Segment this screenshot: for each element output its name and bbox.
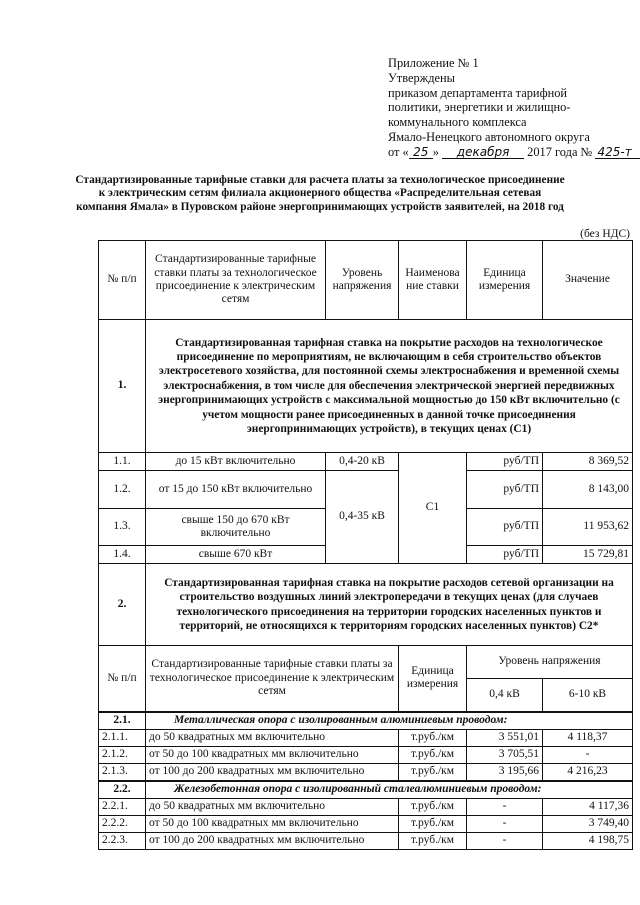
group-row: 2.1. Металлическая опора с изолированным алюминиевым проводом: xyxy=(99,712,633,730)
header-610kv: 6-10 кВ xyxy=(543,679,633,712)
approved-label: Утверждены xyxy=(388,70,455,85)
section-row xyxy=(99,320,633,453)
table-header-row xyxy=(99,241,633,320)
table-row: 2.1.3. от 100 до 200 квадратных мм включительно т.руб./км 3 195,66 4 216,23 xyxy=(99,764,633,781)
header-num: № п/п xyxy=(99,241,146,320)
section-row xyxy=(99,564,633,646)
table-row: 2.1.2. от 50 до 100 квадратных мм включительно т.руб./км 3 705,51 - xyxy=(99,747,633,764)
approval-block xyxy=(388,56,632,160)
section-text: Стандартизированная тарифная ставка на покрытие расходов на технологическое присоединение по мероприятиям, не включающим в себя строительство объектов электросетевого хозяйства, для постоянной схемы электроснабжения и временной схемы электроснабжения, в том числе для обеспечения электрической энергией передвижных энергопринимающих устройств с максимальной мощностью до 150 кВт включительно (с учетом мощности ранее присоединенных в данной точке присоединения энергопринимающих устройств), в текущих ценах (С1) xyxy=(146,320,633,453)
section-number: 2. xyxy=(99,564,146,646)
table-row: 2.2.3. от 100 до 200 квадратных мм включительно т.руб./км - 4 198,75 xyxy=(99,833,633,850)
table-row: 2.2.2. от 50 до 100 квадратных мм включительно т.руб./км - 3 749,40 xyxy=(99,816,633,833)
appendix-label: Приложение № 1 xyxy=(388,56,479,70)
voltage-cell: 0,4-35 кВ xyxy=(326,471,399,564)
table-row: 1.4. свыше 670 кВт руб/ТП 15 729,81 xyxy=(99,546,633,564)
header-unit: Единица измерения xyxy=(399,646,467,712)
handwritten-day: 25 xyxy=(409,146,433,159)
handwritten-order-number: 425-т xyxy=(595,146,640,159)
header-rates: Стандартизированные тарифные ставки платы за технологическое присоединение к электрическим сетям xyxy=(146,646,399,712)
table-row: 2.1.1. до 50 квадратных мм включительно т.руб./км 3 551,01 4 118,37 xyxy=(99,730,633,747)
table-header-row xyxy=(99,646,633,679)
header-04kv: 0,4 кВ xyxy=(467,679,543,712)
header-rate-name: Наименова ние ставки xyxy=(399,241,467,320)
order-line-4: Ямало-Ненецкого автономного округа xyxy=(388,129,590,144)
order-line-3: коммунального комплекса xyxy=(388,115,527,130)
section-number: 1. xyxy=(99,320,146,453)
header-rates: Стандартизированные тарифные ставки платы за технологическое присоединение к электрическим сетям xyxy=(146,241,326,320)
vat-note: (без НДС) xyxy=(580,228,630,240)
header-num: № п/п xyxy=(99,646,146,712)
document-title: Стандартизированные тарифные ставки для расчета платы за технологическое присоединение к электрическим сетям филиала акционерного общества «Распределительная сетевая компания Ямала» в Пуровском районе энергопринимающих устройств заявителей, на 2018 год xyxy=(75,174,565,213)
order-date-line: от « 25 » декабря 2017 года № 425-т xyxy=(388,145,628,160)
section-text: Стандартизированная тарифная ставка на покрытие расходов сетевой организации на строительство воздушных линий электропередачи в текущих ценах (для случаев технологического присоединения на территории городских населенных пунктов и территорий, не относящихся к территориям городских населенных пунктов) С2* xyxy=(146,564,633,646)
handwritten-month: декабря xyxy=(442,146,524,159)
group-row: 2.2. Железобетонная опора с изолированный сталеалюминиевым проводом: xyxy=(99,781,633,799)
order-line-2: политики, энергетики и жилищно- xyxy=(388,100,571,115)
header-value: Значение xyxy=(543,241,633,320)
table-row: 1.3. свыше 150 до 670 кВт включительно руб/ТП 11 953,62 xyxy=(99,509,633,546)
header-voltage: Уровень напряжения xyxy=(326,241,399,320)
order-line-1: приказом департамента тарифной xyxy=(388,85,568,100)
table-row: 1.2. от 15 до 150 кВт включительно 0,4-35 кВ руб/ТП 8 143,00 xyxy=(99,471,633,509)
table-row: 1.1. до 15 кВт включительно 0,4-20 кВ С1 руб/ТП 8 369,52 xyxy=(99,453,633,471)
rate-name-cell: С1 xyxy=(399,453,467,564)
header-unit: Единица измерения xyxy=(467,241,543,320)
header-voltage: Уровень напряжения xyxy=(467,646,633,679)
tariff-table xyxy=(98,240,633,850)
table-row: 2.2.1. до 50 квадратных мм включительно т.руб./км - 4 117,36 xyxy=(99,799,633,816)
